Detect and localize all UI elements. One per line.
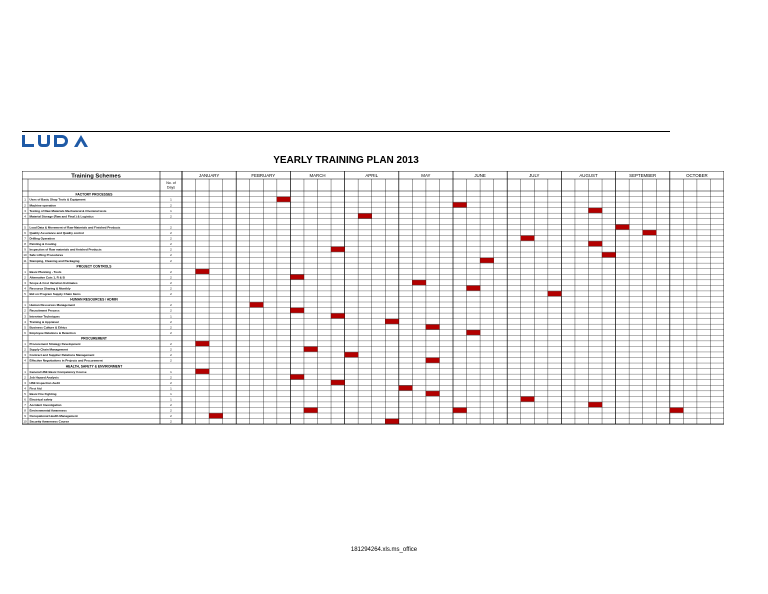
month-july: JULY — [529, 173, 540, 178]
scheduled-week-mark — [277, 197, 291, 202]
course-name: Basic Planning - Tools — [29, 269, 62, 274]
section-title: FACTORY PROCESSES — [75, 192, 113, 197]
row-number: 2 — [24, 275, 26, 280]
course-days: 2 — [170, 247, 172, 252]
course-name: Effective Negotiations in Projects and Procurement — [29, 358, 103, 363]
row-number: 4 — [24, 286, 26, 291]
course-days: 2 — [170, 236, 172, 241]
scheduled-week-mark — [589, 241, 603, 246]
course-name: Job Hazard Analysis — [29, 375, 59, 380]
course-days: 2 — [170, 242, 172, 247]
row-number: 1 — [24, 369, 26, 374]
course-days: 2 — [170, 330, 172, 335]
scheduled-week-mark — [521, 397, 535, 402]
row-number: 4 — [24, 386, 26, 391]
course-name: Occupational Health Management — [29, 414, 78, 419]
course-name: Bid on Program Supply Chain Items — [29, 292, 81, 297]
course-name: Load Data & Movement of Raw Materials and Finished Products — [29, 225, 121, 230]
row-number: 7 — [24, 403, 26, 408]
row-number: 4 — [24, 214, 26, 219]
course-days: 2 — [170, 375, 172, 380]
row-number: 9 — [24, 414, 26, 419]
scheduled-week-mark — [250, 302, 264, 307]
scheduled-week-mark — [345, 352, 359, 357]
course-days: 2 — [170, 308, 172, 313]
scheduled-week-mark — [290, 308, 304, 313]
row-number: 6 — [24, 330, 26, 335]
course-days: 2 — [170, 280, 172, 285]
month-february: FEBRUARY — [251, 173, 276, 178]
course-name: Interview Techniques — [29, 314, 60, 319]
course-name: General HSE Basic Competency Course — [29, 369, 87, 374]
course-days: 1 — [170, 314, 172, 319]
row-number: 3 — [24, 280, 26, 285]
scheduled-week-mark — [196, 369, 210, 374]
course-name: Machine operation — [29, 203, 57, 208]
logo-d — [54, 135, 68, 147]
course-name: Drilling Operation — [29, 236, 55, 241]
scheduled-week-mark — [602, 252, 616, 257]
course-days: 2 — [170, 342, 172, 346]
scheduled-week-mark — [196, 341, 210, 346]
course-name: Material Storage (Raw and Final ) & Logistics — [29, 214, 94, 219]
days-header-1: No. of — [166, 181, 176, 185]
course-name: Recruitment Process — [29, 308, 60, 313]
row-number: 1 — [24, 342, 26, 346]
scheduled-week-mark — [426, 391, 440, 396]
scheduled-week-mark — [453, 408, 467, 413]
training-plan-sheet — [22, 171, 724, 461]
course-name: First Aid — [29, 386, 42, 391]
scheduled-week-mark — [304, 347, 318, 352]
row-number: 3 — [24, 380, 26, 385]
month-september: SEPTEMBER — [629, 173, 657, 178]
month-august: AUGUST — [579, 173, 598, 178]
scheduled-week-mark — [304, 408, 318, 413]
course-name: Painting & Coating — [29, 242, 57, 247]
scheduled-week-mark — [589, 208, 603, 213]
month-january: JANUARY — [198, 173, 220, 178]
month-march: MARCH — [309, 173, 326, 178]
row-number: 1 — [24, 303, 26, 308]
course-name: Alternative Cuts 1, R & B — [29, 275, 65, 280]
row-number: 10 — [23, 253, 27, 258]
course-name: Inspection of Raw materials and finished Products — [29, 247, 102, 252]
scheduled-week-mark — [399, 386, 413, 391]
course-name: Basic Fire Fighting — [29, 391, 57, 396]
row-number: 6 — [24, 231, 26, 235]
row-number: 1 — [24, 269, 26, 274]
row-number: 4 — [24, 319, 26, 324]
course-days: 2 — [170, 214, 172, 219]
row-number: 8 — [24, 408, 26, 413]
course-days: 2 — [170, 225, 172, 230]
course-name: Supply Chain Management — [29, 347, 68, 352]
scheduled-week-mark — [331, 247, 345, 252]
course-days: 2 — [170, 303, 172, 308]
scheduled-week-mark — [385, 319, 399, 324]
course-name: Environmental Awareness — [29, 408, 67, 413]
row-number: 3 — [24, 353, 26, 358]
course-name: Scope & Cost Variation Estimates — [29, 280, 78, 285]
course-name: Contract and Supplier Relations Management — [29, 353, 95, 358]
schemes-header: Training Schemes — [71, 173, 121, 180]
course-days: 2 — [170, 408, 172, 413]
scheduled-week-mark — [453, 203, 467, 208]
course-name: Accident Investigation — [29, 403, 62, 408]
course-days: 2 — [170, 414, 172, 419]
course-days: 2 — [170, 419, 172, 424]
training-plan-grid — [22, 171, 724, 461]
course-days: 1 — [170, 369, 172, 374]
course-name: Quality Assurance and Quality control — [29, 231, 84, 235]
course-days: 2 — [170, 325, 172, 330]
scheduled-week-mark — [290, 375, 304, 380]
course-days: 2 — [170, 286, 172, 291]
row-number: 11 — [23, 258, 27, 263]
course-name: Human Resources Management — [29, 303, 76, 308]
scheduled-week-mark — [480, 258, 494, 263]
course-name: Procurement Strategy Development — [29, 342, 81, 346]
course-days: 2 — [170, 275, 172, 280]
course-days: 2 — [170, 253, 172, 258]
course-name: Testing of Raw Materials Mechanical & Chemical tests — [29, 208, 107, 213]
scheduled-week-mark — [548, 291, 562, 296]
row-number: 2 — [24, 308, 26, 313]
scheduled-week-mark — [670, 408, 684, 413]
row-number: 5 — [24, 225, 26, 230]
row-number: 8 — [24, 242, 26, 247]
row-number: 7 — [24, 236, 26, 241]
month-october: OCTOBER — [686, 173, 708, 178]
row-number: 9 — [24, 247, 26, 252]
scheduled-week-mark — [467, 286, 481, 291]
logo-a — [74, 135, 88, 147]
row-number: 3 — [24, 314, 26, 319]
row-number: 10 — [23, 419, 27, 424]
logo-bar-l2 — [22, 144, 34, 147]
days-header-2: Days — [166, 185, 176, 190]
row-number: 6 — [24, 397, 26, 402]
scheduled-week-mark — [426, 325, 440, 330]
course-days: 2 — [170, 403, 172, 408]
row-number: 2 — [24, 347, 26, 352]
course-days: 1 — [170, 397, 172, 402]
course-days: 1 — [170, 386, 172, 391]
course-name: Uses of Basic Shop Tools & Equipment — [29, 197, 86, 202]
course-name: Employee Relations & Retention — [29, 330, 76, 335]
scheduled-week-mark — [616, 225, 630, 230]
course-days: 2 — [170, 269, 172, 274]
course-name: Security Awareness Course — [29, 419, 70, 424]
course-days: 2 — [170, 380, 172, 385]
row-number: 5 — [24, 325, 26, 330]
course-name: Electrical safety — [29, 397, 53, 402]
scheduled-week-mark — [290, 275, 304, 280]
row-number: 2 — [24, 203, 26, 208]
course-days: 2 — [170, 353, 172, 358]
section-title: PROCUREMENT — [81, 336, 107, 341]
month-june: JUNE — [474, 173, 486, 178]
scheduled-week-mark — [358, 214, 372, 219]
section-title: HUMAN RESOURCES / ADMIN — [70, 297, 118, 302]
course-days: 2 — [170, 231, 172, 235]
course-days: 2 — [170, 347, 172, 352]
row-number: 5 — [24, 391, 26, 396]
month-may: MAY — [421, 173, 431, 178]
scheduled-week-mark — [331, 314, 345, 319]
file-name-footer: 181294264.xls.ms_office — [350, 547, 418, 553]
logo-u — [38, 135, 50, 147]
scheduled-week-mark — [412, 280, 426, 285]
course-name: Training & Appraisal — [29, 319, 59, 324]
row-number: 2 — [24, 375, 26, 380]
course-name: Business Culture & Ethics — [29, 325, 68, 330]
course-days: 2 — [170, 319, 172, 324]
scheduled-week-mark — [209, 413, 223, 418]
section-title: PROJECT CONTROLS — [76, 264, 112, 269]
scheduled-week-mark — [426, 358, 440, 363]
course-days: 2 — [170, 358, 172, 363]
course-days: 1 — [170, 391, 172, 396]
row-number: 4 — [24, 358, 26, 363]
page-title: YEARLY TRAINING PLAN 2013 — [273, 155, 419, 166]
row-number: 1 — [24, 197, 26, 202]
month-april: APRIL — [365, 173, 379, 178]
course-days: 1 — [170, 208, 172, 213]
scheduled-week-mark — [196, 269, 210, 274]
luda-logo — [22, 133, 102, 150]
course-name: Safe Lifting Procedures — [29, 253, 64, 258]
row-number: 3 — [24, 208, 26, 213]
scheduled-week-mark — [467, 330, 481, 335]
course-days: 2 — [170, 203, 172, 208]
course-days: 1 — [170, 197, 172, 202]
course-name: HSE Inspection Audit — [29, 380, 60, 385]
section-title: HEALTH, SAFETY & ENVIRONMENT — [65, 364, 123, 369]
scheduled-week-mark — [589, 402, 603, 407]
course-days: 2 — [170, 258, 172, 263]
course-name: Stamping, Cleaning and Packaging — [29, 258, 80, 263]
row-number: 5 — [24, 292, 26, 297]
scheduled-week-mark — [643, 230, 657, 235]
sheet-frame — [22, 171, 724, 424]
scheduled-week-mark — [521, 236, 535, 241]
header-rule — [22, 131, 670, 132]
course-name: Resource Sharing & Monthly — [29, 286, 71, 291]
scheduled-week-mark — [385, 419, 399, 424]
course-days: 2 — [170, 292, 172, 297]
scheduled-week-mark — [331, 380, 345, 385]
